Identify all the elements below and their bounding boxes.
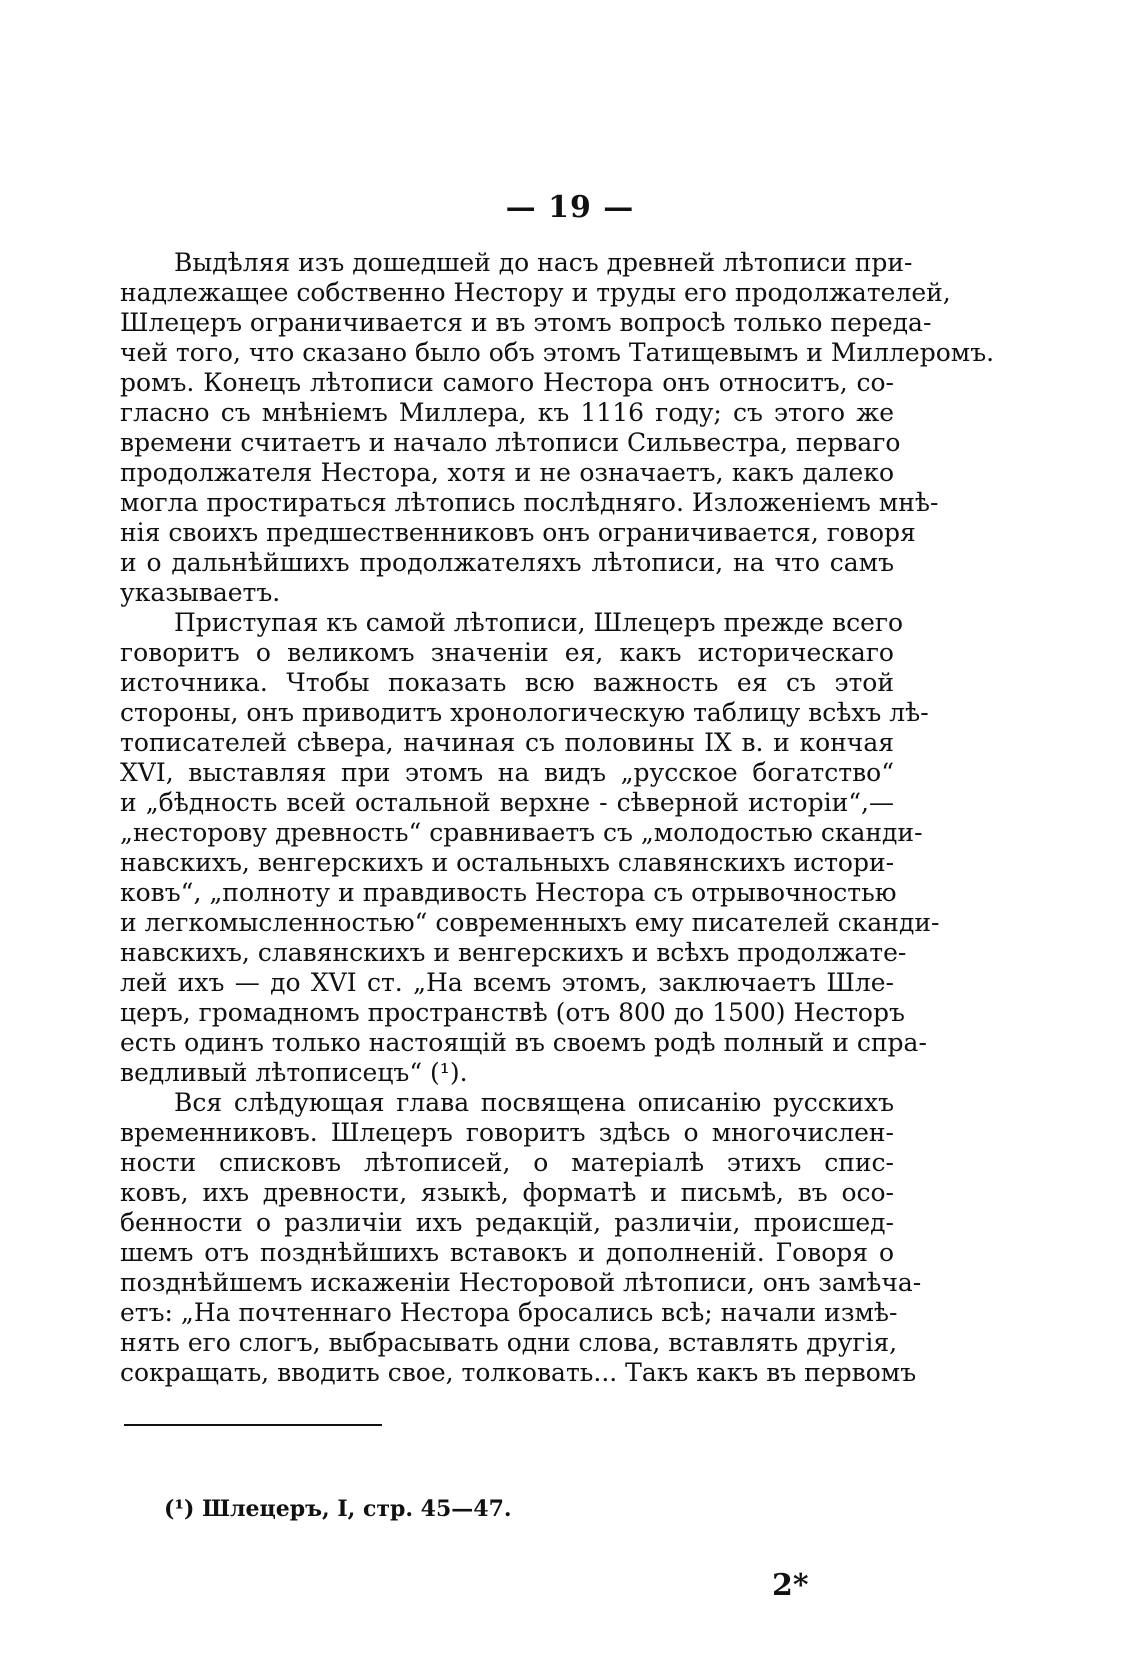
text-line: Выдѣляя изъ дошедшей до насъ древней лѣтописи при- <box>174 248 913 277</box>
text-line: тописателей сѣвера, начиная съ половины IX в. и кончая <box>120 728 894 757</box>
text-line: и легкомысленностью“ современныхъ ему писателей сканди- <box>120 908 940 937</box>
text-line: шемъ отъ позднѣйшихъ вставокъ и дополненій. Говоря о <box>120 1238 894 1267</box>
text-line: и о дальнѣйшихъ продолжателяхъ лѣтописи, на что самъ <box>120 548 894 577</box>
text-line: ведливый лѣтописецъ“ (¹). <box>120 1058 468 1087</box>
text-line: навскихъ, славянскихъ и венгерскихъ и всѣхъ продолжате- <box>120 938 907 967</box>
text-line: Шлецеръ ограничивается и въ этомъ вопросѣ только переда- <box>120 308 932 337</box>
text-line: гласно съ мнѣніемъ Миллера, къ 1116 году; съ этого же <box>120 398 894 427</box>
text-line: и „бѣдность всей остальной верхне - сѣверной исторіи“,— <box>120 788 894 817</box>
text-line: навскихъ, венгерскихъ и остальныхъ славянскихъ истори- <box>120 848 895 877</box>
signature-mark: 2* <box>772 1568 809 1603</box>
text-line: ности списковъ лѣтописей, о матеріалѣ этихъ спис- <box>120 1148 894 1177</box>
page-number: — 19 — <box>505 190 635 225</box>
text-line: бенности о различіи ихъ редакцій, различіи, происшед- <box>120 1208 894 1237</box>
text-line: ковъ, ихъ древности, языкѣ, форматѣ и письмѣ, въ осо- <box>120 1178 894 1207</box>
text-line: „несторову древность“ сравниваетъ съ „молодостью сканди- <box>120 818 923 847</box>
text-line: нія своихъ предшественниковъ онъ ограничивается, говоря <box>120 518 916 547</box>
body-text <box>120 248 995 1388</box>
text-line: ковъ“, „полноту и правдивость Нестора съ отрывочностью <box>120 878 897 907</box>
text-line: церъ, громадномъ пространствѣ (отъ 800 до 1500) Несторъ <box>120 998 905 1027</box>
text-line: есть одинъ только настоящій въ своемъ родѣ полный и спра- <box>120 1028 927 1057</box>
text-line: нять его слогъ, выбрасывать одни слова, вставлять другія, <box>120 1328 898 1357</box>
text-line: источника. Чтобы показать всю важность ея съ этой <box>120 668 894 697</box>
footnote-divider <box>124 1424 382 1426</box>
text-line: сокращать, вводить свое, толковать... Такъ какъ въ первомъ <box>120 1358 917 1387</box>
text-line: позднѣйшемъ искаженіи Несторовой лѣтописи, онъ замѣча- <box>120 1268 922 1297</box>
text-line: указываетъ. <box>120 578 281 607</box>
text-line: ромъ. Конецъ лѣтописи самого Нестора онъ относитъ, со- <box>120 368 894 397</box>
text-line: времени считаетъ и начало лѣтописи Сильвестра, перваго <box>120 428 901 457</box>
text-line: лей ихъ — до XVI ст. „На всемъ этомъ, заключаетъ Шле- <box>120 968 894 997</box>
text-line: говоритъ о великомъ значеніи ея, какъ историческаго <box>120 638 894 667</box>
text-line: продолжателя Нестора, хотя и не означаетъ, какъ далеко <box>120 458 894 487</box>
text-line: стороны, онъ приводитъ хронологическую таблицу всѣхъ лѣ- <box>120 698 929 727</box>
text-line: Приступая къ самой лѣтописи, Шлецеръ прежде всего <box>174 608 904 637</box>
text-line: могла простираться лѣтопись послѣдняго. Изложеніемъ мнѣ- <box>120 488 939 517</box>
text-line: етъ: „На почтеннаго Нестора бросались всѣ; начали измѣ- <box>120 1298 898 1327</box>
text-line: надлежащее собственно Нестору и труды его продолжателей, <box>120 278 951 307</box>
text-line: временниковъ. Шлецеръ говоритъ здѣсь о многочислен- <box>120 1118 894 1147</box>
text-line: XVI, выставляя при этомъ на видъ „русское богатство“ <box>120 758 894 787</box>
text-line: чей того, что сказано было объ этомъ Татищевымъ и Миллеромъ. <box>120 338 995 367</box>
footnote: (¹) Шлецеръ, I, стр. 45—47. <box>164 1496 512 1522</box>
text-line: Вся слѣдующая глава посвящена описанію русскихъ <box>174 1088 894 1117</box>
